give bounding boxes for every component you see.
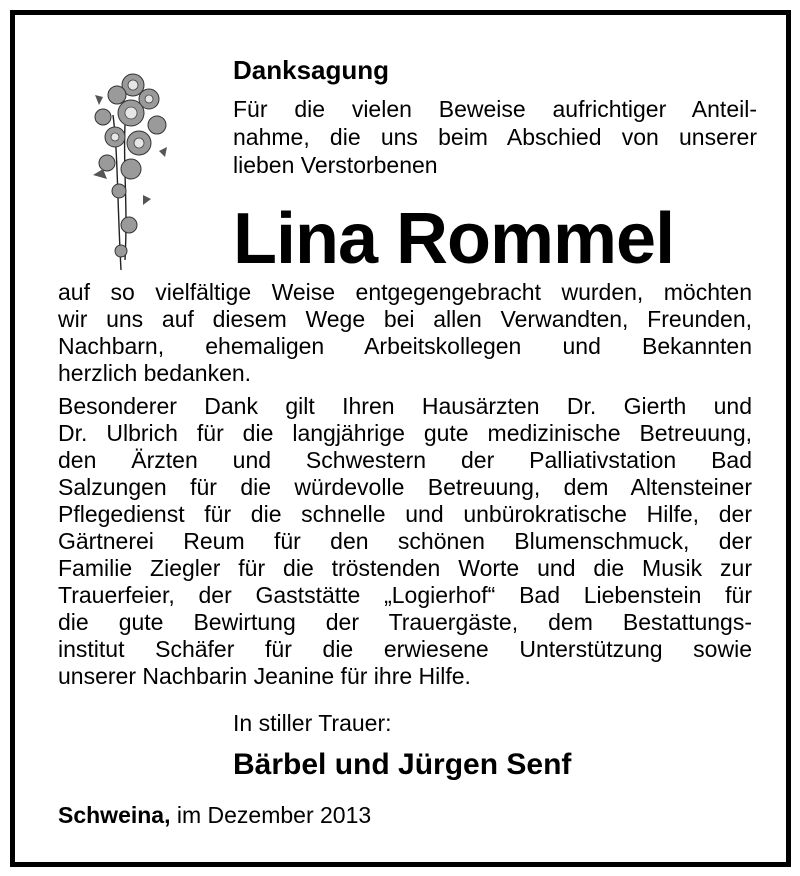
intro-line: lieben Verstorbenen <box>233 152 438 178</box>
notice-frame <box>10 10 791 867</box>
notice-heading: Danksagung <box>233 55 390 85</box>
intro-text <box>233 95 757 179</box>
paragraph-line: Besonderer Dank gilt Ihren Hausärzten Dr. Gierth und <box>58 393 752 419</box>
paragraph-line: den Ärzten und Schwestern der Palliativstation Bad <box>58 447 752 473</box>
deceased-name: Lina Rommel <box>233 199 675 279</box>
place-name: Schweina, <box>58 802 171 828</box>
paragraph-line: wir uns auf diesem Wege bei allen Verwandten, Freunden, <box>58 306 752 332</box>
paragraph-line: Familie Ziegler für die tröstenden Worte und die Musik zur <box>58 555 752 581</box>
thanks-paragraph-1 <box>58 279 752 387</box>
paragraph-line: Dr. Ulbrich für die langjährige gute medizinische Betreuung, <box>58 420 752 446</box>
paragraph-line: unserer Nachbarin Jeanine für ihre Hilfe. <box>58 663 471 689</box>
paragraph-line: institut Schäfer für die erwiesene Unterstützung sowie <box>58 636 752 662</box>
closing-phrase: In stiller Trauer: <box>233 710 392 736</box>
intro-line: nahme, die uns beim Abschied von unserer <box>233 124 757 150</box>
paragraph-line: Pflegedienst für die schnelle und unbürokratische Hilfe, der <box>58 501 752 527</box>
notice-content <box>15 15 786 862</box>
flower-bouquet-icon <box>73 55 183 275</box>
paragraph-line: Trauerfeier, der Gaststätte „Logierhof“ Bad Liebenstein für <box>58 582 752 608</box>
paragraph-line: Salzungen für die würdevolle Betreuung, dem Altensteiner <box>58 474 752 500</box>
paragraph-line: die gute Bewirtung der Trauergäste, dem Bestattungs- <box>58 609 752 635</box>
place-date-line <box>58 801 371 829</box>
paragraph-line: auf so vielfältige Weise entgegengebracht wurden, möchten <box>58 279 752 305</box>
intro-line: Für die vielen Beweise aufrichtiger Anteil- <box>233 96 757 122</box>
signers-names: Bärbel und Jürgen Senf <box>233 748 572 781</box>
paragraph-line: Gärtnerei Reum für den schönen Blumenschmuck, der <box>58 528 752 554</box>
paragraph-line: herzlich bedanken. <box>58 360 252 386</box>
paragraph-line: Nachbarn, ehemaligen Arbeitskollegen und Bekannten <box>58 333 752 359</box>
thanks-paragraph-2 <box>58 393 752 690</box>
notice-date: im Dezember 2013 <box>176 802 372 828</box>
